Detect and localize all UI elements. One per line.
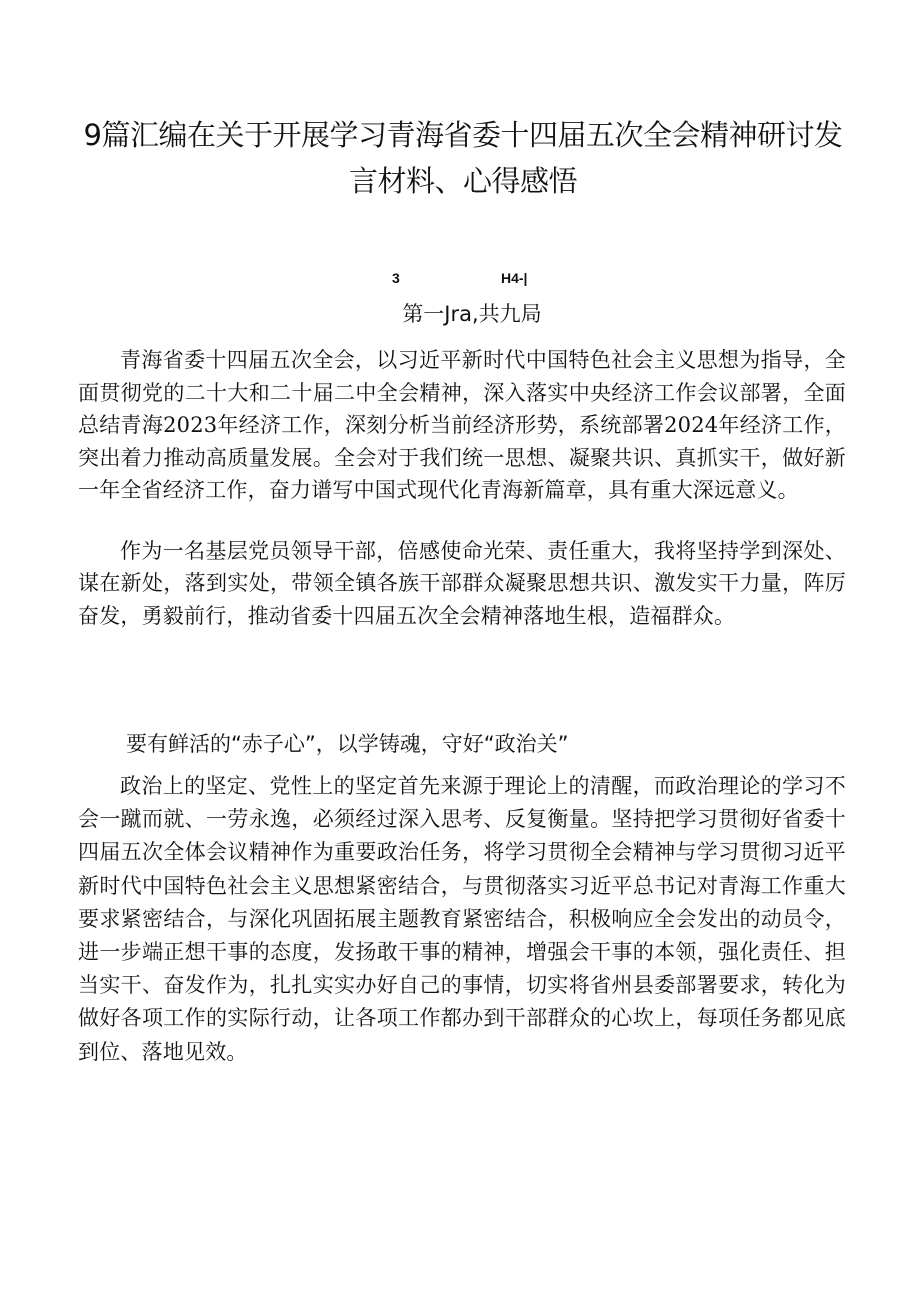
paragraph-3: 政治上的坚定、党性上的坚定首先来源于理论上的清醒，而政治理论的学习不会一蹴而就、一劳永逸，必须经过深入思考、反复衡量。坚持把学习贯彻好省委十四届五次全体会议精神作为重要政治任务，将学习贯彻全会精神与学习贯彻习近平新时代中国特色社会主义思想紧密结合，与贯彻落实习近平总书记对青海工作重大要求紧密结合，与深化巩固拓展主题教育紧密结合，积极响应全会发出的动员令，进一步端正想干事的态度，发扬敢干事的精神，增强会干事的本领，强化责任、担当实干、奋发作为，扎扎实实办好自己的事情，切实将省州县委部署要求，转化为做好各项工作的实际行动，让各项工作都办到干部群众的心坎上，每项任务都见底到位、落地见效。: [78, 774, 846, 1064]
subtitle-right: H4-|: [501, 270, 528, 286]
paragraph-2: 作为一名基层党员领导干部，倍感使命光荣、责任重大，我将坚持学到深处、谋在新处，落到实处，带领全镇各族干部群众凝聚思想共识、激发实干力量，阵厉奋发，勇毅前行，推动省委十四届五次全会精神落地生根，造福群众。: [78, 539, 846, 628]
document-title: 9篇汇编在关于开展学习青海省委十四届五次全会精神研讨发言材料、心得感悟: [83, 118, 843, 198]
subtitle-left: 3: [392, 270, 400, 286]
section-heading: 要有鲜活的“赤子心”，以学铸魂，守好“政治关”: [126, 732, 569, 756]
section-label: 第一Jra,共九局: [402, 302, 542, 326]
paragraph-1: 青海省委十四届五次全会，以习近平新时代中国特色社会主义思想为指导，全面贯彻党的二十大和二十届二中全会精神，深入落实中央经济工作会议部署，全面总结青海2023年经济工作，深刻分析当前经济形势，系统部署2024年经济工作，突出着力推动高质量发展。全会对于我们统一思想、凝聚共识、真抓实干，做好新一年全省经济工作，奋力谱写中国式现代化青海新篇章，具有重大深远意义。: [78, 348, 846, 503]
